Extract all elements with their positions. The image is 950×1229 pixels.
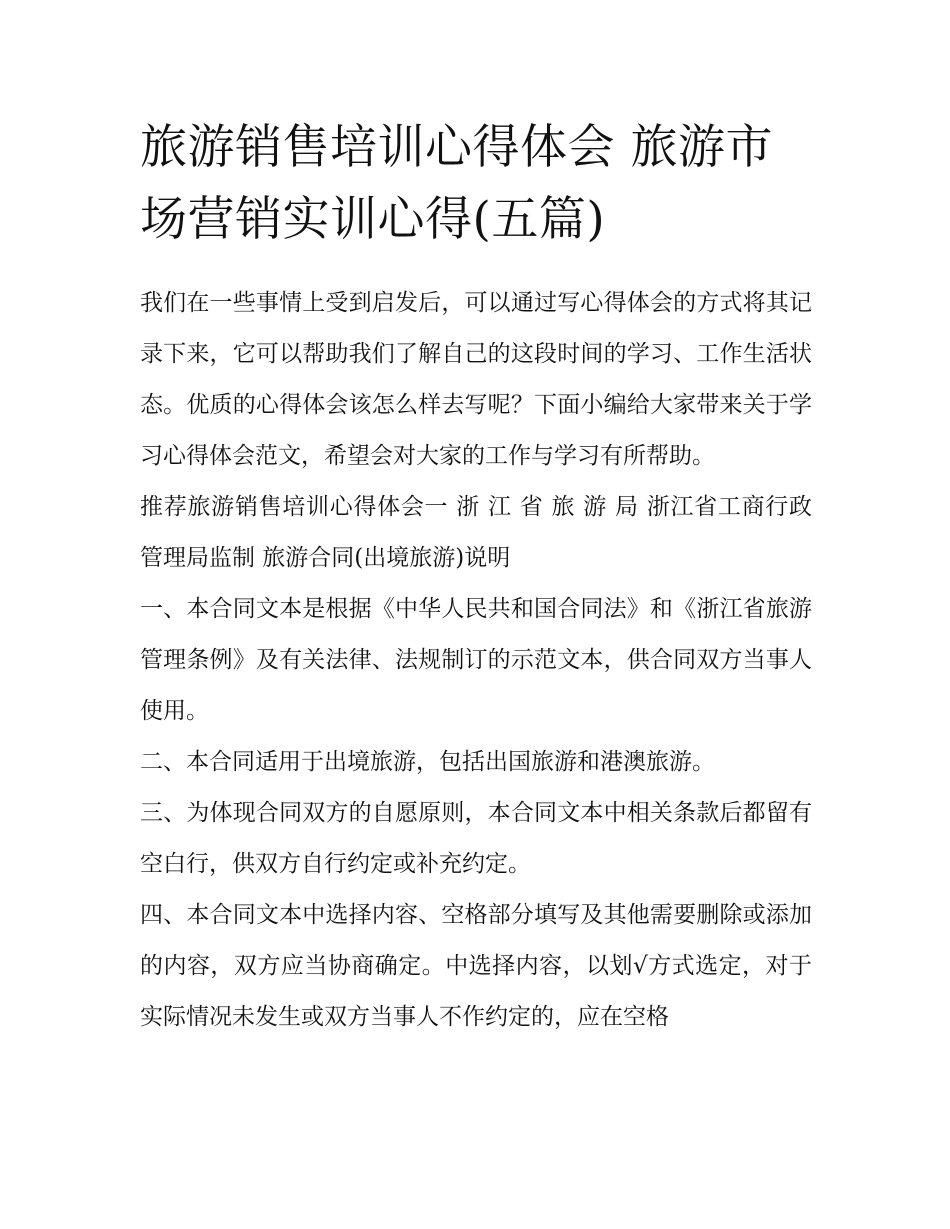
document-title: 旅游销售培训心得体会 旅游市场营销实训心得(五篇): [140, 120, 773, 247]
paragraph-clause-3: 三、为体现合同双方的自愿原则，本合同文本中相关条款后都留有空白行，供双方自行约定或补充约定。: [140, 800, 812, 877]
paragraph-clause-1: 一、本合同文本是根据《中华人民共和国合同法》和《浙江省旅游管理条例》及有关法律、法规制订的示范文本，供合同双方当事人使用。: [140, 596, 812, 724]
paragraph-clause-4: 四、本合同文本中选择内容、空格部分填写及其他需要删除或添加的内容，双方应当协商确定。中选择内容，以划√方式选定，对于实际情况未发生或双方当事人不作约定的，应在空格: [140, 902, 812, 1030]
paragraph-clause-2: 二、本合同适用于出境旅游，包括出国旅游和港澳旅游。: [140, 749, 715, 775]
document-page: [140, 112, 812, 1043]
paragraph-recommendation: 推荐旅游销售培训心得体会一 浙 江 省 旅 游 局 浙江省工商行政管理局监制 旅游合同(出境旅游)说明: [140, 494, 812, 571]
paragraph-intro: 我们在一些事情上受到启发后，可以通过写心得体会的方式将其记录下来，它可以帮助我们了解自己的这段时间的学习、工作生活状态。优质的心得体会该怎么样去写呢？下面小编给大家带来关于学习心得体会范文，希望会对大家的工作与学习有所帮助。: [140, 290, 812, 469]
document-body: [140, 278, 812, 1043]
